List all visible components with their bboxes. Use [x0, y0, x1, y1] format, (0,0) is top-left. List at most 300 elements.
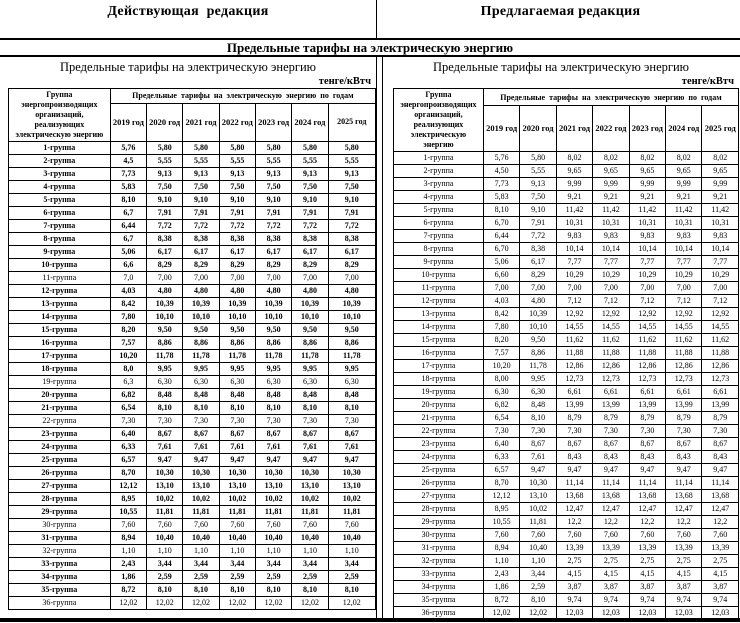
tariff-value: 7,61 [255, 441, 291, 454]
table-row [394, 464, 739, 477]
tariff-value: 12,47 [556, 503, 592, 516]
tariff-value: 7,30 [328, 415, 375, 428]
tariff-value: 9,83 [593, 230, 629, 243]
tariff-value: 9,21 [666, 191, 702, 204]
tariff-value: 4,80 [147, 285, 183, 298]
proposed-version-column [382, 0, 739, 38]
table-row [394, 347, 739, 360]
tariff-value: 6,33 [483, 451, 519, 464]
table-row [9, 506, 376, 519]
tariff-value: 10,29 [702, 269, 739, 282]
year-column-header: 2024 год [666, 106, 702, 152]
table-row [9, 454, 376, 467]
tariff-value: 10,02 [219, 493, 255, 506]
tariff-value: 11,42 [702, 204, 739, 217]
tariff-value: 14,55 [629, 321, 665, 334]
group-label: 27-группа [9, 480, 111, 493]
table-row [9, 311, 376, 324]
year-column-header: 2023 год [629, 106, 665, 152]
table-row [394, 360, 739, 373]
group-label: 20-группа [9, 389, 111, 402]
tariff-value: 8,10 [328, 584, 375, 597]
tariff-value: 8,48 [147, 389, 183, 402]
tariff-value: 9,21 [593, 191, 629, 204]
tariff-value: 11,78 [183, 350, 219, 363]
group-label: 13-группа [394, 308, 484, 321]
tariff-value: 11,14 [593, 477, 629, 490]
tariff-value: 13,68 [593, 490, 629, 503]
tariff-value: 6,54 [110, 402, 146, 415]
table-row [9, 337, 376, 350]
tariff-value: 9,13 [255, 168, 291, 181]
tariff-value: 8,10 [147, 402, 183, 415]
tariff-value: 8,29 [255, 259, 291, 272]
tariff-value: 6,82 [110, 389, 146, 402]
tariff-value: 13,68 [702, 490, 739, 503]
tariff-value: 6,57 [483, 464, 519, 477]
tariff-value: 10,31 [556, 217, 592, 230]
tariff-value: 7,60 [593, 529, 629, 542]
tariff-value: 7,60 [328, 519, 375, 532]
tariff-value: 6,17 [292, 246, 328, 259]
tariff-value: 10,30 [255, 467, 291, 480]
tariff-value: 9,95 [328, 363, 375, 376]
tariff-value: 11,62 [702, 334, 739, 347]
tariff-value: 1,86 [483, 581, 519, 594]
tariff-value: 10,55 [483, 516, 519, 529]
table-row [394, 152, 739, 165]
tariff-value: 7,61 [183, 441, 219, 454]
tariff-value: 7,60 [292, 519, 328, 532]
tariff-value: 7,72 [520, 230, 556, 243]
tariff-value: 10,30 [292, 467, 328, 480]
tariff-value: 13,10 [183, 480, 219, 493]
tariff-value: 6,61 [556, 386, 592, 399]
tariff-value: 8,48 [292, 389, 328, 402]
group-label: 1-группа [394, 152, 484, 165]
tariff-value: 13,99 [666, 399, 702, 412]
tariff-value: 8,38 [147, 233, 183, 246]
group-label: 30-группа [9, 519, 111, 532]
group-label: 23-группа [9, 428, 111, 441]
tariff-value: 4,80 [219, 285, 255, 298]
years-span-header: Предельные тарифы на электрическую энергию по годам [110, 89, 375, 104]
tariff-value: 14,55 [593, 321, 629, 334]
tariff-value: 8,10 [183, 584, 219, 597]
tariff-value: 8,10 [328, 402, 375, 415]
table-row [9, 532, 376, 545]
tariff-value: 8,38 [520, 243, 556, 256]
tariff-value: 12,02 [255, 597, 291, 610]
table-row [394, 282, 739, 295]
tariff-value: 7,30 [666, 425, 702, 438]
table-row [9, 519, 376, 532]
tariff-value: 2,75 [666, 555, 702, 568]
tariff-value: 5,80 [292, 142, 328, 155]
tariff-value: 9,74 [702, 594, 739, 607]
group-label: 33-группа [9, 558, 111, 571]
group-label: 16-группа [394, 347, 484, 360]
table-row [394, 386, 739, 399]
tariff-value: 8,94 [110, 532, 146, 545]
tariff-value: 12,47 [629, 503, 665, 516]
group-label: 28-группа [9, 493, 111, 506]
tariff-value: 13,39 [593, 542, 629, 555]
tariff-value: 7,12 [666, 295, 702, 308]
tariff-value: 6,30 [147, 376, 183, 389]
table-row [9, 441, 376, 454]
tariff-value: 11,14 [556, 477, 592, 490]
table-row [394, 399, 739, 412]
tariff-value: 7,50 [255, 181, 291, 194]
tariff-value: 8,38 [328, 233, 375, 246]
tariff-value: 4,15 [556, 568, 592, 581]
tariff-value: 7,91 [292, 207, 328, 220]
tariff-value: 6,33 [110, 441, 146, 454]
group-label: 34-группа [9, 571, 111, 584]
tariff-value: 5,83 [110, 181, 146, 194]
tariff-value: 5,06 [110, 246, 146, 259]
group-label: 11-группа [394, 282, 484, 295]
tariff-value: 8,86 [292, 337, 328, 350]
tariff-value: 9,10 [219, 194, 255, 207]
tariff-value: 10,14 [593, 243, 629, 256]
tariff-value: 11,81 [255, 506, 291, 519]
tariff-value: 8,29 [328, 259, 375, 272]
tariff-value: 9,65 [666, 165, 702, 178]
tariff-value: 9,13 [147, 168, 183, 181]
tariff-value: 8,67 [219, 428, 255, 441]
table-row [9, 350, 376, 363]
tariff-value: 7,12 [702, 295, 739, 308]
group-label: 25-группа [394, 464, 484, 477]
tariff-value: 4,15 [702, 568, 739, 581]
group-label: 12-группа [394, 295, 484, 308]
tariff-value: 8,48 [328, 389, 375, 402]
tariff-value: 7,00 [255, 272, 291, 285]
tariff-value: 7,57 [483, 347, 519, 360]
tariff-value: 7,30 [702, 425, 739, 438]
group-label: 5-группа [394, 204, 484, 217]
tariff-value: 12,2 [593, 516, 629, 529]
group-label: 19-группа [394, 386, 484, 399]
tariff-value: 8,02 [556, 152, 592, 165]
tariff-value: 9,21 [702, 191, 739, 204]
tariff-value: 9,47 [556, 464, 592, 477]
group-label: 1-группа [9, 142, 111, 155]
tariff-value: 5,83 [483, 191, 519, 204]
group-label: 24-группа [9, 441, 111, 454]
table-row [394, 412, 739, 425]
tariff-value: 11,88 [629, 347, 665, 360]
tariff-value: 7,60 [110, 519, 146, 532]
table-row [9, 194, 376, 207]
tariff-value: 12,02 [292, 597, 328, 610]
tariff-value: 13,10 [328, 480, 375, 493]
table-row [9, 597, 376, 610]
tariff-value: 10,31 [666, 217, 702, 230]
group-label: 18-группа [9, 363, 111, 376]
tariff-value: 2,59 [183, 571, 219, 584]
tariff-value: 11,62 [629, 334, 665, 347]
tariff-value: 9,83 [556, 230, 592, 243]
tariff-value: 8,67 [556, 438, 592, 451]
table-row [9, 480, 376, 493]
tariff-value: 8,43 [629, 451, 665, 464]
tariff-value: 12,03 [556, 607, 592, 620]
tariff-value: 12,92 [666, 308, 702, 321]
tariff-value: 9,47 [147, 454, 183, 467]
tariff-value: 13,10 [219, 480, 255, 493]
tariff-value: 8,67 [593, 438, 629, 451]
table-row [9, 181, 376, 194]
tariff-value: 7,61 [219, 441, 255, 454]
group-label: 29-группа [394, 516, 484, 529]
tariff-value: 7,73 [110, 168, 146, 181]
unit-label: тенге/кВтч [681, 76, 734, 87]
tariff-value: 11,62 [666, 334, 702, 347]
tariff-value: 12,03 [593, 607, 629, 620]
tariff-value: 5,55 [183, 155, 219, 168]
tariff-value: 8,48 [219, 389, 255, 402]
group-label: 14-группа [9, 311, 111, 324]
tariff-value: 7,50 [219, 181, 255, 194]
tariff-value: 7,0 [110, 272, 146, 285]
tariff-value: 6,70 [483, 243, 519, 256]
proposed-version-panel [382, 57, 739, 620]
year-column-header: 2022 год [593, 106, 629, 152]
tariff-value: 5,80 [328, 142, 375, 155]
year-column-header: 2025 год [328, 103, 375, 141]
year-column-header: 2025 год [702, 106, 739, 152]
tariff-value: 7,00 [328, 272, 375, 285]
tariff-value: 10,40 [183, 532, 219, 545]
unit-label: тенге/кВтч [318, 76, 371, 87]
table-row [394, 529, 739, 542]
tariff-value: 9,65 [593, 165, 629, 178]
tariff-value: 7,72 [219, 220, 255, 233]
tariff-value: 1,10 [219, 545, 255, 558]
tariff-value: 6,17 [520, 256, 556, 269]
tariff-value: 12,92 [556, 308, 592, 321]
group-label: 19-группа [9, 376, 111, 389]
tariff-value: 6,7 [110, 233, 146, 246]
table-row [394, 308, 739, 321]
tariff-value: 10,40 [219, 532, 255, 545]
tariff-value: 8,42 [110, 298, 146, 311]
tariff-value: 7,91 [328, 207, 375, 220]
tariff-value: 12,02 [328, 597, 375, 610]
tariff-value: 12,86 [629, 360, 665, 373]
tariff-value: 3,44 [292, 558, 328, 571]
table-row [394, 230, 739, 243]
tariff-value: 7,12 [556, 295, 592, 308]
tariff-value: 9,65 [702, 165, 739, 178]
tariff-value: 11,81 [292, 506, 328, 519]
tariff-value: 7,00 [483, 282, 519, 295]
tariff-value: 10,55 [110, 506, 146, 519]
tariff-value: 11,81 [328, 506, 375, 519]
tariff-value: 7,30 [147, 415, 183, 428]
table-row [9, 259, 376, 272]
tariff-value: 12,47 [702, 503, 739, 516]
table-row [394, 477, 739, 490]
tariff-value: 7,91 [255, 207, 291, 220]
tariff-value: 7,72 [328, 220, 375, 233]
table-row [394, 542, 739, 555]
table-row [9, 493, 376, 506]
tariff-value: 2,59 [219, 571, 255, 584]
tariff-value: 12,86 [593, 360, 629, 373]
table-row [394, 334, 739, 347]
tariff-value: 7,60 [219, 519, 255, 532]
tariff-value: 2,59 [147, 571, 183, 584]
tariff-value: 10,29 [593, 269, 629, 282]
tariff-value: 10,10 [520, 321, 556, 334]
table-subtitle: Предельные тарифы на электрическую энергию [59, 60, 317, 74]
tariff-value: 10,31 [702, 217, 739, 230]
tariff-value: 10,31 [629, 217, 665, 230]
tariff-value: 10,10 [292, 311, 328, 324]
tariff-value: 8,38 [219, 233, 255, 246]
tariff-value: 8,72 [483, 594, 519, 607]
table-row [394, 321, 739, 334]
table-row [394, 191, 739, 204]
tariff-value: 10,39 [219, 298, 255, 311]
group-label: 2-группа [9, 155, 111, 168]
tariff-value: 2,59 [292, 571, 328, 584]
tariff-value: 6,44 [110, 220, 146, 233]
tariff-value: 8,10 [110, 194, 146, 207]
year-column-header: 2020 год [520, 106, 556, 152]
tariff-value: 8,48 [255, 389, 291, 402]
tariff-value: 8,86 [520, 347, 556, 360]
tariff-value: 7,30 [593, 425, 629, 438]
years-span-header: Предельные тарифы на электрическую энергию по годам [483, 89, 738, 106]
year-column-header: 2020 год [147, 103, 183, 141]
table-row [9, 389, 376, 402]
tariff-value: 7,00 [702, 282, 739, 295]
table-row [9, 545, 376, 558]
tariff-value: 7,30 [556, 425, 592, 438]
group-label: 29-группа [9, 506, 111, 519]
tariff-value: 10,14 [666, 243, 702, 256]
tariff-value: 7,00 [219, 272, 255, 285]
table-row [394, 503, 739, 516]
year-column-header: 2023 год [255, 103, 291, 141]
group-label: 27-группа [394, 490, 484, 503]
table-row [394, 581, 739, 594]
tariff-value: 6,17 [255, 246, 291, 259]
tariff-value: 6,6 [110, 259, 146, 272]
table-row [394, 555, 739, 568]
tariff-value: 10,39 [255, 298, 291, 311]
table-row [394, 295, 739, 308]
tariff-value: 5,80 [255, 142, 291, 155]
tariff-value: 9,47 [328, 454, 375, 467]
tariff-value: 8,00 [483, 373, 519, 386]
tariff-value: 8,10 [292, 402, 328, 415]
tariff-value: 9,95 [219, 363, 255, 376]
tariff-value: 12,02 [483, 607, 519, 620]
tariff-value: 14,55 [702, 321, 739, 334]
tariff-value: 2,75 [593, 555, 629, 568]
tariff-value: 10,30 [147, 467, 183, 480]
tariff-value: 9,83 [629, 230, 665, 243]
tariff-value: 10,29 [666, 269, 702, 282]
tariff-value: 8,10 [255, 402, 291, 415]
tariff-value: 8,67 [328, 428, 375, 441]
group-label: 16-группа [9, 337, 111, 350]
group-label: 36-группа [9, 597, 111, 610]
tariff-value: 13,10 [292, 480, 328, 493]
tariff-value: 9,10 [328, 194, 375, 207]
tariff-value: 8,02 [629, 152, 665, 165]
tariff-value: 11,62 [593, 334, 629, 347]
tariff-value: 8,67 [666, 438, 702, 451]
group-label: 4-группа [9, 181, 111, 194]
tariff-value: 9,47 [183, 454, 219, 467]
tariff-value: 11,42 [593, 204, 629, 217]
tariff-value: 8,70 [110, 467, 146, 480]
tariff-value: 7,72 [255, 220, 291, 233]
tariff-value: 4,5 [110, 155, 146, 168]
tariff-value: 9,13 [328, 168, 375, 181]
tariff-value: 11,42 [629, 204, 665, 217]
tariff-value: 8,43 [593, 451, 629, 464]
tariff-value: 9,50 [292, 324, 328, 337]
group-label: 7-группа [9, 220, 111, 233]
tariff-value: 10,39 [147, 298, 183, 311]
table-row [9, 142, 376, 155]
tariff-value: 7,30 [255, 415, 291, 428]
tariff-value: 10,39 [328, 298, 375, 311]
tariff-value: 10,02 [183, 493, 219, 506]
table-row [394, 490, 739, 503]
group-label: 8-группа [9, 233, 111, 246]
tariff-value: 9,83 [666, 230, 702, 243]
tariff-value: 7,12 [593, 295, 629, 308]
table-row [9, 415, 376, 428]
tariff-value: 12,47 [593, 503, 629, 516]
table-row [394, 516, 739, 529]
tariff-value: 8,10 [255, 584, 291, 597]
tariff-value: 1,10 [292, 545, 328, 558]
tariff-value: 2,75 [629, 555, 665, 568]
table-row [394, 438, 739, 451]
group-label: 9-группа [9, 246, 111, 259]
tariff-value: 7,50 [520, 191, 556, 204]
tariff-value: 6,7 [110, 207, 146, 220]
tariff-value: 10,14 [629, 243, 665, 256]
tariff-value: 5,80 [520, 152, 556, 165]
table-row [9, 272, 376, 285]
tariff-value: 3,44 [147, 558, 183, 571]
tariff-value: 8,79 [702, 412, 739, 425]
tariff-value: 13,10 [147, 480, 183, 493]
tariff-value: 13,68 [556, 490, 592, 503]
tariff-value: 8,29 [183, 259, 219, 272]
tariff-value: 5,80 [183, 142, 219, 155]
group-label: 33-группа [394, 568, 484, 581]
tariff-value: 4,80 [292, 285, 328, 298]
tariff-value: 10,02 [292, 493, 328, 506]
table-row [394, 165, 739, 178]
tariff-value: 10,02 [147, 493, 183, 506]
tariff-value: 8,0 [110, 363, 146, 376]
tables-row [0, 57, 740, 620]
tariff-value: 7,50 [147, 181, 183, 194]
